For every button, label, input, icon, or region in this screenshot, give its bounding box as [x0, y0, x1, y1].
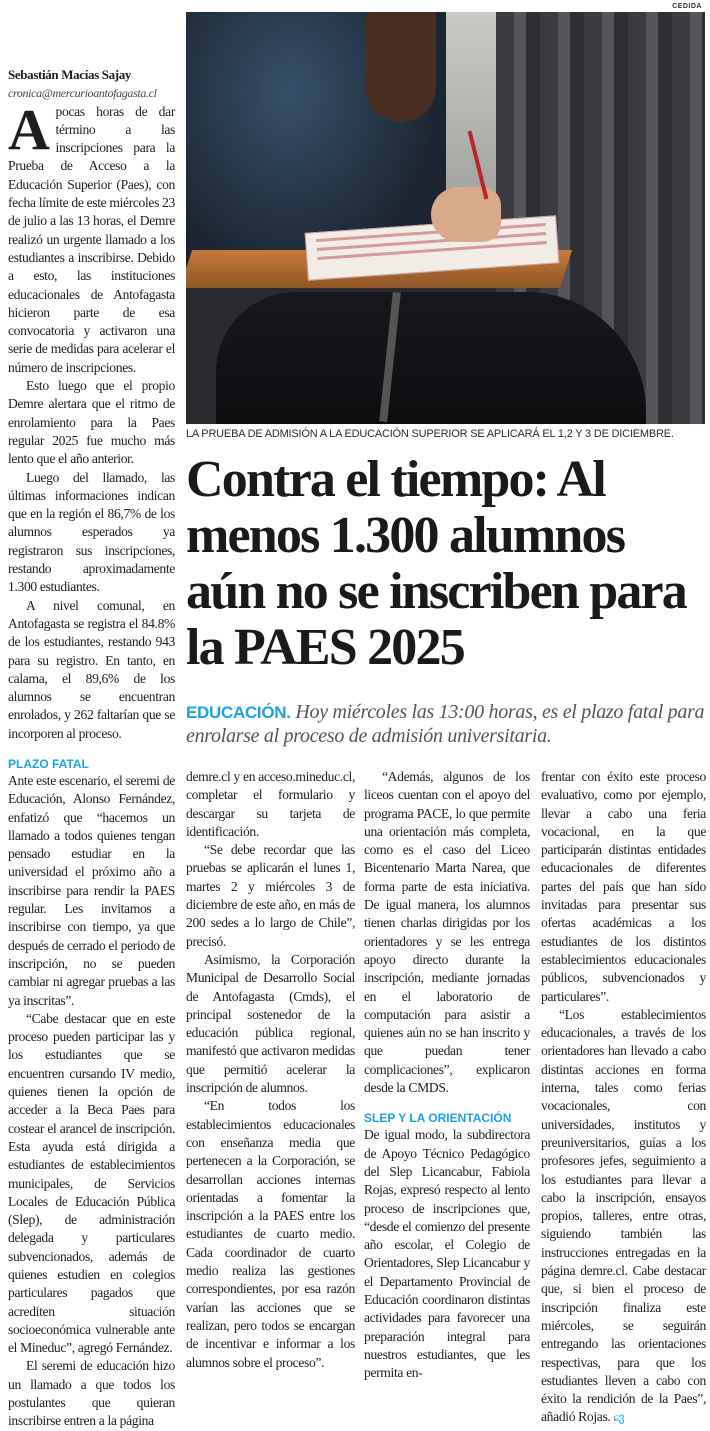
section-kicker: EDUCACIÓN.: [186, 703, 291, 722]
article-photo: [186, 12, 705, 424]
paragraph: A nivel comunal, en Antofagasta se registra el 84.8% de los estudiantes, restando 943 para su registro. En tanto, en calama, el 89,6% de los alumnos se encuentran enrolados, y 262 faltarían que se incorporen al proceso.: [8, 597, 175, 741]
column-1: [8, 66, 175, 1431]
paragraph: Esto luego que el propio Demre alertara que el ritmo de enrolamiento para la Paes regular 2025 fue mucho más lento que el año anterior.: [8, 378, 175, 467]
paragraph: “En todos los establecimientos educacionales con enseñanza media que pertenecen a la Corporación, se desarrollan acciones internas orientadas a fomentar la inscripción a la PAES entre los estudiantes de cuarto medio. Cada coordinador de cuarto medio realiza las gestiones correspondientes, por esa razón varían las acciones que se realizan, pero todos se encargan de incentivar e informar a los alumnos sobre el proceso”.: [186, 1098, 355, 1370]
end-mark-icon: ɕვ: [613, 1410, 625, 1425]
author-email[interactable]: cronica@mercurioantofagasta.cl: [8, 86, 157, 101]
drop-cap: A: [8, 96, 50, 162]
lead-text: Hoy miércoles las 13:00 horas, es el plazo fatal para enrolarse al proceso de admisión universitaria.: [186, 701, 705, 747]
paragraph: El seremi de educación hizo un llamado a que todos los postulantes que quieran inscribirse entren a la página: [8, 1358, 175, 1429]
paragraph: “Cabe destacar que en este proceso pueden participar las y los estudiantes que se encuentren cursando IV medio, quienes tienen la opción de acceder a la Beca Paes para costear el arancel de inscripción. Esta ayuda está dirigida a estudiantes de establecimientos municipales, de Servicios Locales de Educación Pública (Slep), de administración delegada y particulares subvencionados, además de quienes estudien en colegios particulares pagados que acrediten situación socioeconómica vulnerable ante el Mineduc”, agregó Fernández.: [8, 1010, 175, 1356]
paragraph: “Además, algunos de los liceos cuentan con el apoyo del programa PACE, lo que permite una orientación más completa, como es el caso del Liceo Bicentenario Marta Narea, que forma parte de esta iniciativa. De igual manera, los alumnos tienen charlas dirigidas por los orientadores y se les entrega apoyo directo durante la inscripción, mediante jornadas en el laboratorio de computación para asistir a quienes aún no se han inscrito y que puedan tener complicaciones”, explicaron desde la CMDS.: [364, 769, 530, 1096]
subheading: PLAZO FATAL: [8, 756, 89, 771]
paragraph: De igual modo, la subdirectora de Apoyo Técnico Pedagógico del Slep Licancabur, Fabiola Rojas, expresó respecto al lento proceso de inscripciones que, “desde el comienzo del presente año escolar, el Colegio de Orientadores, Slep Licancabur y el Departamento Provincial de Educación coordinaron distintas actividades para favorecer una preparación integral para nuestros estudiantes, que les permita en-: [364, 1127, 530, 1381]
column-3: [364, 768, 530, 1383]
subheading: SLEP Y LA ORIENTACIÓN: [364, 1111, 512, 1126]
paragraph: “Se debe recordar que las pruebas se aplicarán el lunes 1, martes 2 y miércoles 3 de diciembre de este año, en más de 200 sedes a lo largo de Chile”, precisó.: [186, 842, 355, 949]
paragraph: Luego del llamado, las últimas informaciones indican que en la región el 86,7% de los alumnos esperados ya registraron sus inscripciones, restando aproximadamente 1.300 estudiantes.: [8, 469, 175, 595]
column-2: [186, 768, 355, 1372]
paragraph: Ante este escenario, el seremi de Educación, Alonso Fernández, enfatizó que “hacemos un llamado a todos quienes tengan pensado estudiar en la universidad el próximo año a inscribirse para rendir la PAES regular. Les invitamos a inscribirse con tiempo, ya que después de cerrado el periodo de inscripción, no se pueden cambiar ni agregar pruebas a las ya inscritas”.: [8, 772, 175, 1008]
photo-caption: LA PRUEBA DE ADMISIÓN A LA EDUCACIÓN SUPERIOR SE APLICARÁ EL 1,2 Y 3 DE DICIEMBRE.: [186, 428, 674, 440]
paragraph: Asimismo, la Corporación Municipal de Desarrollo Social de Antofagasta (Cmds), el principal sostenedor de la educación pública regional, manifestó que activaron medidas que permitió acelerar la inscripción de alumnos.: [186, 951, 355, 1096]
paragraph: Apocas horas de dar término a las inscripciones para la Prueba de Acceso a la Educación Superior (Paes), con fecha límite de este miércoles 23 de julio a las 13 horas, el Demre realizó un urgente llamado a los estudiantes a inscribirse. Debido a esto, las instituciones educacionales de Antofagasta hicieron parte de esa convocatoria y activaron una serie de medidas para acelerar el número de inscripciones.: [8, 96, 175, 375]
author: Sebastián Macías Sajay: [8, 67, 132, 82]
paragraph: “Los establecimientos educacionales, a través de los orientadores han llevado a cabo distintas acciones en forma interna, tales como ferias vocacionales, con universidades, institutos y preuniversitarios, guías a los profesores jefes, seguimiento a los estudiantes para llevar a cabo la inscripción, ensayos propios, talleres, entre otras, siguiendo también las instrucciones entregadas en la página demre.cl. Cabe destacar que, si bien el proceso de inscripción finaliza este miércoles, se seguirán entregando las orientaciones respectivas, para que los estudiantes lleven a cabo con éxito la rendición de la Paes”, añadió Rojas. ɕვ: [541, 1006, 706, 1425]
headline: Contra el tiempo: Al menos 1.300 alumnos aún no se inscriben para la PAES 2025: [186, 451, 687, 676]
lead: [186, 700, 706, 748]
paragraph: demre.cl y en acceso.mineduc.cl, completar el formulario y descargar su tarjeta de identificación.: [186, 769, 355, 839]
paragraph: frentar con éxito este proceso evaluativo, como por ejemplo, llevar a cabo una feria vocacional, en la que participarán distintas entidades educacionales de diferentes partes del país que han sido invitadas para presentar sus ofertas académicas a los estudiantes de los distintos establecimientos educacionales públicos, subvencionados y particulares”.: [541, 769, 706, 1004]
photo-credit: CEDIDA: [672, 3, 702, 10]
column-4: [541, 768, 706, 1427]
